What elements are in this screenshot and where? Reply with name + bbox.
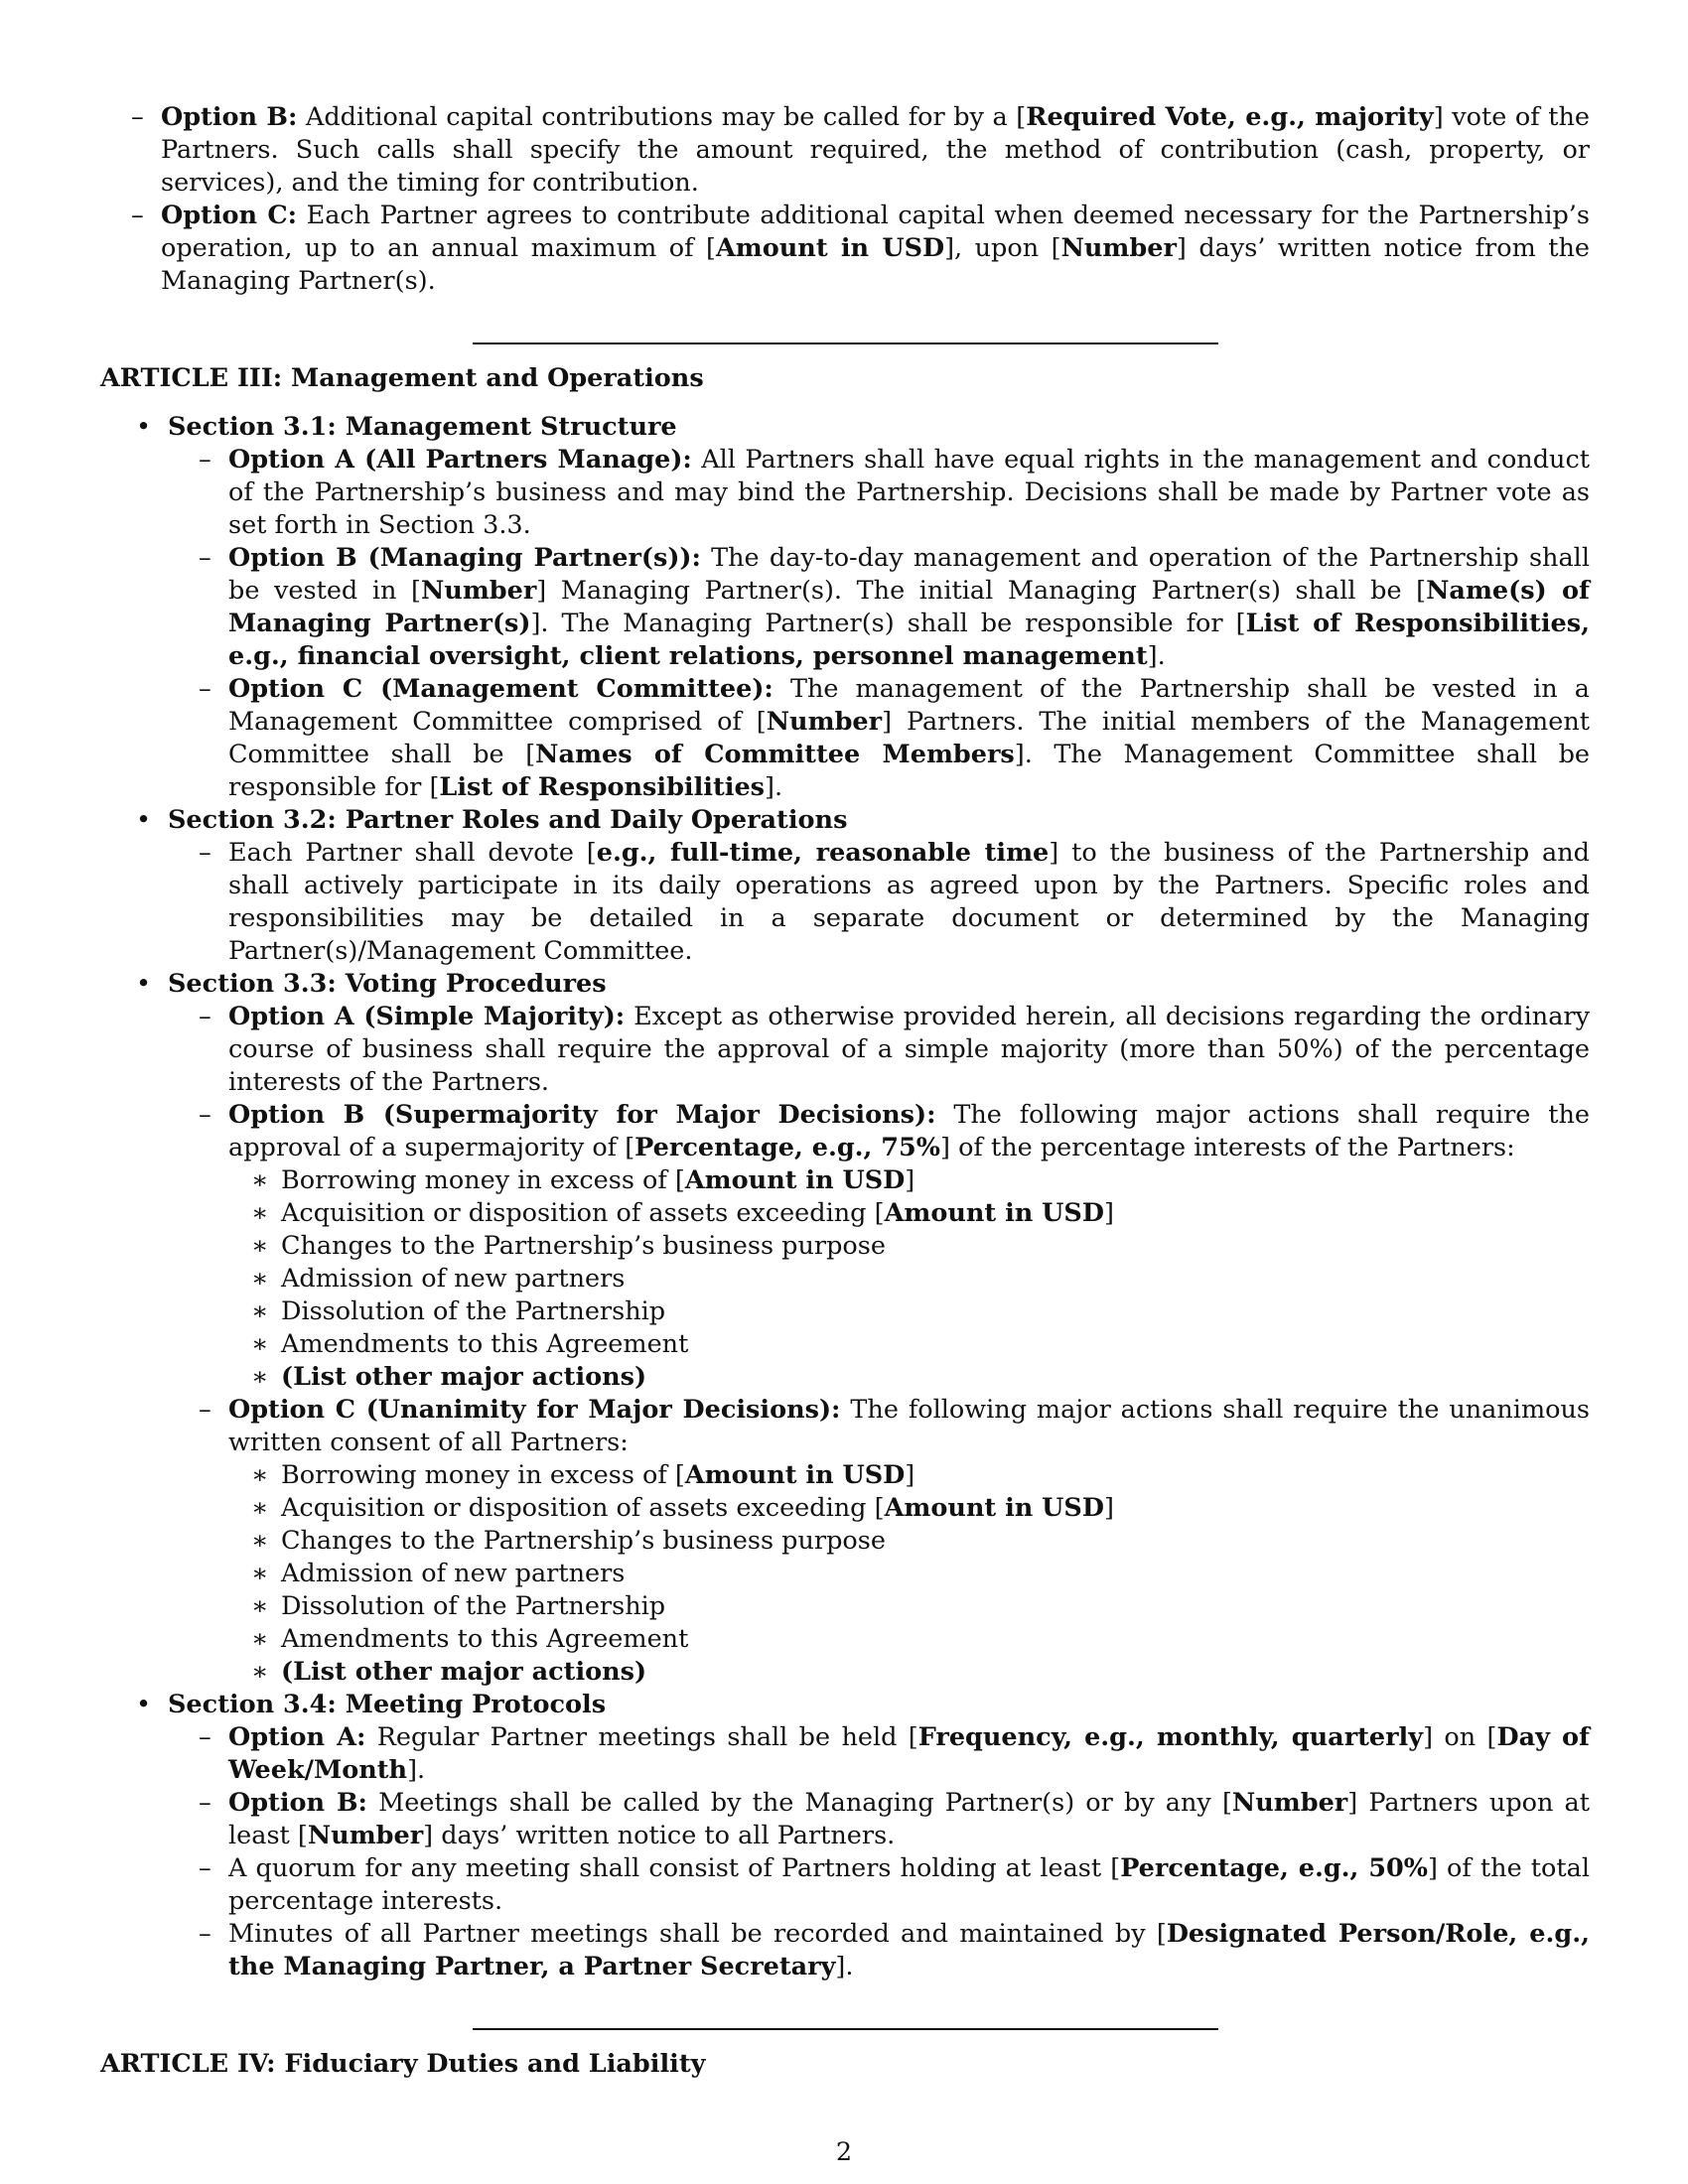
- section-3-4: [100, 1689, 1590, 1983]
- option-item: [168, 542, 1590, 673]
- star-marker: ∗: [251, 1231, 269, 1261]
- body-text: Each Partner shall devote [: [228, 838, 597, 868]
- placeholder-text: Number: [1231, 1788, 1348, 1818]
- body-text: Admission of new partners: [281, 1559, 626, 1588]
- option-label: Option B (Supermajority for Major Decisions):: [228, 1100, 936, 1130]
- section-3-3-options: [168, 1001, 1590, 1689]
- body-text: ] Managing Partner(s). The initial Managing Partner(s) shall be [: [536, 576, 1427, 606]
- option-label: Option C:: [161, 201, 298, 230]
- option-item: [168, 1394, 1590, 1689]
- option-label: Option C (Management Committee):: [228, 674, 774, 704]
- body-text: ].: [1147, 641, 1166, 671]
- body-text: ].: [765, 772, 783, 802]
- dash-marker: –: [131, 201, 144, 230]
- body-text: ].: [407, 1755, 426, 1785]
- bullet-marker: •: [136, 412, 152, 442]
- option-item: [168, 673, 1590, 804]
- placeholder-text: Names of Committee Members: [535, 740, 1015, 769]
- dash-marker: –: [199, 1002, 211, 1031]
- section-title: Section 3.4: Meeting Protocols: [168, 1690, 607, 1719]
- star-marker: ∗: [251, 1460, 269, 1490]
- body-text: All Partners shall have equal rights in the management and conduct of the Partnership’s business and may bind the Partnership. Decisions shall be made by Partner vote as set forth in Section 3.3.: [228, 445, 1590, 540]
- section-3-2: [100, 804, 1590, 968]
- placeholder-text: Percentage, e.g., 50%: [1120, 1853, 1428, 1883]
- section-3-3: [100, 968, 1590, 1689]
- dash-marker: –: [199, 445, 211, 475]
- section-title: Section 3.3: Voting Procedures: [168, 969, 607, 999]
- star-marker: ∗: [251, 1362, 269, 1392]
- section-title: Section 3.1: Management Structure: [168, 412, 677, 442]
- body-text: ]: [1103, 1198, 1114, 1228]
- placeholder-text: Name(s) of Managing Partner(s): [228, 576, 1590, 638]
- body-text: The day-to-day management and operation of the Partnership shall be vested in [: [228, 543, 1590, 606]
- body-text: Acquisition or disposition of assets exceeding [: [281, 1198, 885, 1228]
- list-item: [228, 1230, 1590, 1263]
- section-3-2-items: [168, 837, 1590, 968]
- body-text: ] of the percentage interests of the Partners:: [940, 1133, 1515, 1162]
- body-text: ] days’ written notice from the Managing Partner(s).: [161, 233, 1590, 296]
- option-label: Option A (All Partners Manage):: [228, 445, 692, 475]
- body-text: ] Partners upon at least [: [228, 1788, 1590, 1850]
- body-text: Changes to the Partnership’s business purpose: [281, 1231, 886, 1261]
- body-text: ] days’ written notice to all Partners.: [423, 1821, 896, 1850]
- body-text: Each Partner agrees to contribute additional capital when deemed necessary for the Partnership’s operation, up to an annual maximum of [: [161, 201, 1590, 263]
- option-label: Option B:: [228, 1788, 367, 1818]
- body-text: Regular Partner meetings shall be held [: [376, 1722, 918, 1752]
- star-marker: ∗: [251, 1493, 269, 1523]
- option-item: [168, 1918, 1590, 1983]
- star-marker: ∗: [251, 1329, 269, 1359]
- body-text: ], upon [: [944, 233, 1061, 263]
- list-item: [228, 1296, 1590, 1328]
- option-label: Option A:: [228, 1722, 366, 1752]
- body-text: The following major actions shall require the approval of a supermajority of [: [228, 1100, 1590, 1162]
- body-text: Except as otherwise provided herein, all decisions regarding the ordinary course of business shall require the approval of a simple majority (more than 50%) of the percentage interests of the Partners.: [228, 1002, 1591, 1097]
- document-page: [100, 101, 1590, 2081]
- list-item: [228, 1459, 1590, 1492]
- placeholder-text: Amount in USD: [684, 1165, 906, 1195]
- star-marker: ∗: [251, 1264, 269, 1294]
- option-label: Option B (Managing Partner(s)):: [228, 543, 701, 573]
- body-text: Admission of new partners: [281, 1264, 626, 1294]
- placeholder-text: Number: [307, 1821, 424, 1850]
- placeholder-text: Number: [1060, 233, 1177, 263]
- list-item: [228, 1164, 1590, 1197]
- list-item: [228, 1656, 1590, 1689]
- dash-marker: –: [199, 1919, 211, 1949]
- page-number: 2: [835, 2137, 853, 2167]
- option-item: [168, 1852, 1590, 1918]
- article-heading: ARTICLE III: Management and Operations: [100, 363, 704, 393]
- body-text: ] Partners. The initial members of the Management Committee shall be [: [228, 707, 1590, 769]
- dash-marker: –: [199, 1788, 211, 1818]
- placeholder-text: (List other major actions): [281, 1362, 647, 1392]
- dash-marker: –: [199, 838, 211, 868]
- body-text: Amendments to this Agreement: [281, 1329, 689, 1359]
- option-item: [168, 1787, 1590, 1852]
- option-item: [168, 1099, 1590, 1394]
- bullet-marker: •: [136, 805, 152, 835]
- dash-marker: –: [199, 1395, 211, 1425]
- list-item: [228, 1263, 1590, 1296]
- body-text: ] on [: [1423, 1722, 1497, 1752]
- placeholder-text: Required Vote, e.g., majority: [1026, 102, 1434, 132]
- star-marker: ∗: [251, 1591, 269, 1621]
- section-3-4-items: [168, 1721, 1590, 1983]
- body-text: ]. The Managing Partner(s) shall be responsible for [: [530, 609, 1246, 638]
- body-text: ].: [835, 1952, 854, 1981]
- star-marker: ∗: [251, 1624, 269, 1654]
- list-item: [228, 1492, 1590, 1525]
- list-item: [228, 1328, 1590, 1361]
- body-text: The management of the Partnership shall be vested in a Management Committee comprised of [: [228, 674, 1590, 737]
- body-text: Meetings shall be called by the Managing Partner(s) or by any [: [378, 1788, 1232, 1818]
- star-marker: ∗: [251, 1526, 269, 1556]
- placeholder-text: Number: [766, 707, 883, 737]
- placeholder-text: (List other major actions): [281, 1657, 647, 1687]
- placeholder-text: List of Responsibilities: [439, 772, 766, 802]
- placeholder-text: e.g., full-time, reasonable time: [596, 838, 1050, 868]
- option-item: [100, 101, 1590, 200]
- star-marker: ∗: [251, 1198, 269, 1228]
- section-3-1: [100, 411, 1590, 804]
- body-text: ]: [905, 1460, 915, 1490]
- body-text: The following major actions shall require the unanimous written consent of all Partners:: [228, 1395, 1591, 1457]
- placeholder-text: Amount in USD: [884, 1198, 1104, 1228]
- placeholder-text: Amount in USD: [884, 1493, 1104, 1523]
- dash-marker: –: [199, 1722, 211, 1752]
- body-text: Acquisition or disposition of assets exceeding [: [281, 1493, 885, 1523]
- article3-sections: [100, 411, 1590, 1983]
- dash-marker: –: [199, 1853, 211, 1883]
- dash-marker: –: [131, 102, 144, 132]
- bullet-marker: •: [136, 1690, 152, 1719]
- option-item: [168, 1001, 1590, 1099]
- body-text: Dissolution of the Partnership: [281, 1591, 666, 1621]
- body-text: ] of the total percentage interests.: [228, 1853, 1590, 1916]
- list-item: [228, 1590, 1590, 1623]
- list-item: [228, 1623, 1590, 1656]
- body-text: Borrowing money in excess of [: [281, 1165, 685, 1195]
- placeholder-text: Frequency, e.g., monthly, quarterly: [917, 1722, 1424, 1752]
- unanimity-actions-list: [228, 1459, 1590, 1689]
- placeholder-text: Day of Week/Month: [228, 1722, 1591, 1785]
- list-item: [228, 1558, 1590, 1590]
- placeholder-text: List of Responsibilities, e.g., financial oversight, client relations, personnel management: [228, 609, 1590, 671]
- section-title: Section 3.2: Partner Roles and Daily Operations: [168, 805, 848, 835]
- body-text: ] to the business of the Partnership and shall actively participate in its daily operations as agreed upon by the Partners. Specific roles and responsibilities may be detailed in a separate document or determined by the Managing Partner(s)/Management Committee.: [228, 838, 1590, 966]
- body-text: ] vote of the Partners. Such calls shall specify the amount required, the method of contribution (cash, property, or services), and the timing for contribution.: [161, 102, 1590, 198]
- body-text: Changes to the Partnership’s business purpose: [281, 1526, 886, 1556]
- body-text: ]: [1103, 1493, 1114, 1523]
- article-heading: ARTICLE IV: Fiduciary Duties and Liability: [100, 2049, 706, 2079]
- body-text: Additional capital contributions may be called for by a [: [305, 102, 1027, 132]
- capital-options-list: [100, 101, 1590, 298]
- star-marker: ∗: [251, 1657, 269, 1687]
- placeholder-text: Amount in USD: [684, 1460, 906, 1490]
- option-item: [168, 837, 1590, 968]
- star-marker: ∗: [251, 1559, 269, 1588]
- list-item: [228, 1361, 1590, 1394]
- option-label: Option B:: [161, 102, 298, 132]
- section-3-1-options: [168, 444, 1590, 804]
- dash-marker: –: [199, 674, 211, 704]
- option-item: [168, 444, 1590, 542]
- option-label: Option A (Simple Majority):: [228, 1002, 626, 1031]
- body-text: Amendments to this Agreement: [281, 1624, 689, 1654]
- placeholder-text: Number: [420, 576, 537, 606]
- bullet-marker: •: [136, 969, 152, 999]
- body-text: ]. The Management Committee shall be responsible for [: [228, 740, 1590, 802]
- placeholder-text: Designated Person/Role, e.g., the Managing Partner, a Partner Secretary: [228, 1919, 1590, 1981]
- placeholder-text: Amount in USD: [715, 233, 945, 263]
- option-label: Option C (Unanimity for Major Decisions):: [228, 1395, 841, 1425]
- list-item: [228, 1197, 1590, 1230]
- body-text: Borrowing money in excess of [: [281, 1460, 685, 1490]
- placeholder-text: Percentage, e.g., 75%: [634, 1133, 941, 1162]
- option-item: [100, 200, 1590, 298]
- list-item: [228, 1525, 1590, 1558]
- option-item: [168, 1721, 1590, 1787]
- body-text: Dissolution of the Partnership: [281, 1297, 666, 1326]
- body-text: A quorum for any meeting shall consist of Partners holding at least [: [228, 1853, 1121, 1883]
- dash-marker: –: [199, 1100, 211, 1130]
- star-marker: ∗: [251, 1297, 269, 1326]
- star-marker: ∗: [251, 1165, 269, 1195]
- supermajority-actions-list: [228, 1164, 1590, 1394]
- body-text: Minutes of all Partner meetings shall be recorded and maintained by [: [228, 1919, 1167, 1949]
- body-text: ]: [905, 1165, 915, 1195]
- dash-marker: –: [199, 543, 211, 573]
